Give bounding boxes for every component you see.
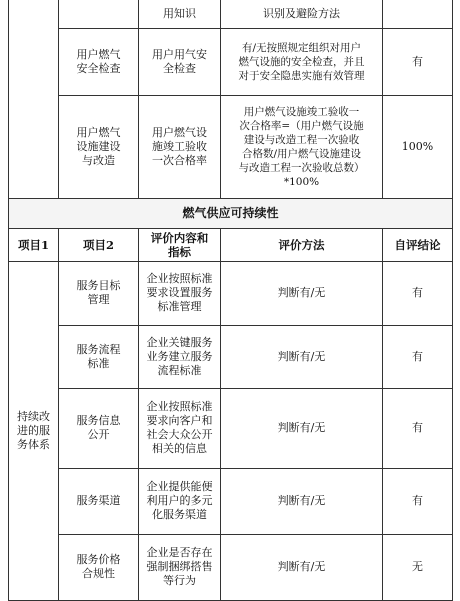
table-row <box>9 28 453 95</box>
table-row <box>9 468 453 534</box>
conclusion-cell: 有 <box>383 28 453 95</box>
table-row <box>9 95 453 198</box>
content-cell: 企业关键服务业务建立服务流程标准 <box>139 325 221 388</box>
content-cell: 企业按照标准要求向客户和社会大众公开相关的信息 <box>139 388 221 468</box>
table-row <box>9 388 453 468</box>
item2-cell: 服务目标 管理 <box>59 261 139 325</box>
item2-cell <box>59 0 139 28</box>
conclusion-cell: 100% <box>383 95 453 198</box>
evaluation-table <box>8 0 453 601</box>
content-cell: 企业按照标准要求设置服务标准管理 <box>139 261 221 325</box>
content-cell: 用知识 <box>139 0 221 28</box>
conclusion-cell: 有 <box>383 261 453 325</box>
method-cell: 判断有/无 <box>221 325 383 388</box>
table-row <box>9 0 453 28</box>
item2-cell: 用户燃气 安全检查 <box>59 28 139 95</box>
conclusion-cell <box>383 0 453 28</box>
item2-cell: 服务价格 合规性 <box>59 534 139 600</box>
table-row <box>9 261 453 325</box>
conclusion-cell: 无 <box>383 534 453 600</box>
method-cell: 有/无按照规定组织对用户 燃气设施的安全检查，并且 对于安全隐患实施有效管理 <box>221 28 383 95</box>
method-cell: 判断有/无 <box>221 534 383 600</box>
header-item1: 项目1 <box>9 228 59 261</box>
item2-cell: 服务信息 公开 <box>59 388 139 468</box>
method-cell: 识别及避险方法 <box>221 0 383 28</box>
item2-cell: 服务流程 标准 <box>59 325 139 388</box>
document-page <box>8 0 452 601</box>
item2-cell: 用户燃气 设施建设 与改造 <box>59 95 139 198</box>
method-cell: 判断有/无 <box>221 388 383 468</box>
section-row <box>9 198 453 228</box>
method-cell: 用户燃气设施竣工验收一 次合格率=（用户燃气设施 建设与改造工程一次验收 合格数/用户燃气设施建设 与改造工程一次验收总数） *100% <box>221 95 383 198</box>
header-content: 评价内容和 指标 <box>139 228 221 261</box>
group-cell-continued <box>9 0 59 198</box>
table-row <box>9 534 453 600</box>
content-cell: 企业提供能便利用户的多元化服务渠道 <box>139 468 221 534</box>
method-cell: 判断有/无 <box>221 261 383 325</box>
item2-cell: 服务渠道 <box>59 468 139 534</box>
conclusion-cell: 有 <box>383 325 453 388</box>
content-cell: 企业是否存在强制捆绑搭售等行为 <box>139 534 221 600</box>
header-conclusion: 自评结论 <box>383 228 453 261</box>
table-row <box>9 325 453 388</box>
header-item2: 项目2 <box>59 228 139 261</box>
content-cell: 用户用气安 全检查 <box>139 28 221 95</box>
content-cell: 用户燃气设 施竣工验收 一次合格率 <box>139 95 221 198</box>
header-row <box>9 228 453 261</box>
section-title: 燃气供应可持续性 <box>9 198 453 228</box>
conclusion-cell: 有 <box>383 468 453 534</box>
conclusion-cell: 有 <box>383 388 453 468</box>
group-cell: 持续改 进的服 务体系 <box>9 261 59 600</box>
header-method: 评价方法 <box>221 228 383 261</box>
method-cell: 判断有/无 <box>221 468 383 534</box>
